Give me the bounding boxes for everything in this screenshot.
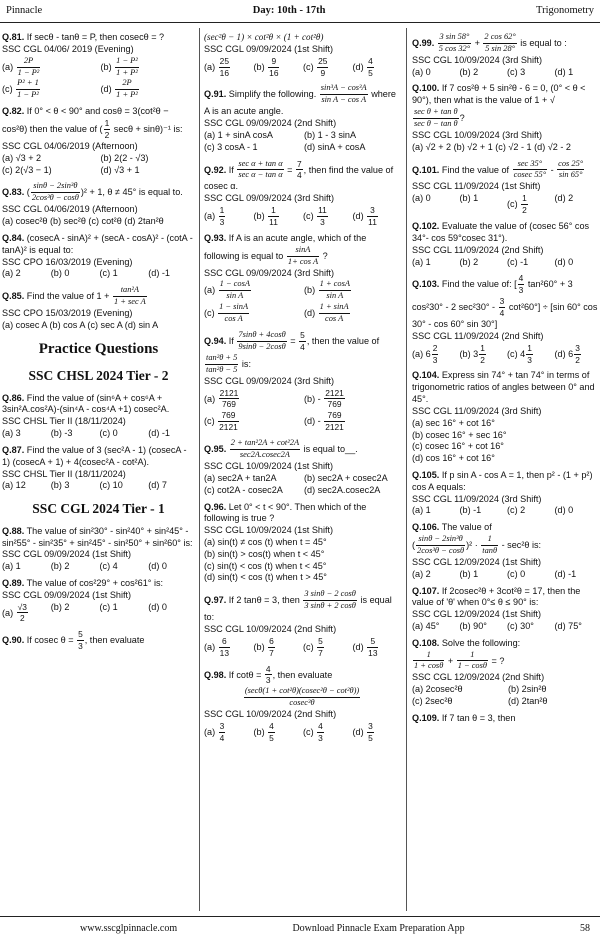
option-a: (a) 2 xyxy=(412,568,431,579)
question-number: Q.99. xyxy=(412,37,435,48)
options xyxy=(2,480,195,492)
option-c: (c) 1 xyxy=(99,601,118,612)
question-number: Q.83. xyxy=(2,187,25,198)
question-source: SSC CPO 16/03/2019 (Evening) xyxy=(2,256,133,267)
options xyxy=(204,205,400,228)
question-number: Q.81. xyxy=(2,32,25,42)
question-text: If 7 cos²θ + 5 sin²θ - 6 = 0, (0° < θ < 90°), then what is the value of 1 + xyxy=(412,83,586,106)
option-b: (b) 1 xyxy=(459,193,479,204)
question-source: SSC CGL 09/09/2024 (1st Shift) xyxy=(204,43,334,54)
question-source: SSC CGL 09/09/2024 (3rd Shift) xyxy=(204,193,335,204)
question-number: Q.84. xyxy=(2,232,25,243)
option-c: (c) 10 xyxy=(99,480,123,491)
question-text: (cosecA - sinA)² + (secA - cosA)² - (cotA - tanA)² is equal to: xyxy=(2,232,193,255)
question-number: Q.105. xyxy=(412,469,440,480)
option-a: (a) $\frac{25}{16}$ xyxy=(204,55,229,78)
options xyxy=(2,428,195,440)
question-98: Q.98. If cotθ = $\frac{4}{3}$ , then evaluate $\frac{\text{(secθ(1 + cot²θ)(cosec²θ − cot²θ))}}{\text{cosec³θ}}$ SSC CGL 10/09/2024 (2nd Shift) (a) $\frac{3}{4}$ (b) $\frac{4}{5}$ (c) $\frac{4}{3}$ (d) $\frac{3}{5}$ xyxy=(204,664,400,744)
option-a: (a) $\frac{6}{13}$ xyxy=(204,635,229,658)
option-d: (d) $\frac{2P}{\text{1 + P²}}$ xyxy=(100,78,138,100)
question-103: Q.103. Find the value of: [ $\frac{4}{3}$ tan²60° + 3 cos²30° - 2 sec²30° - $\frac{3}{4}$ cot²60°] ÷ [sin 60° cos 30° - cos 60° sin 30°] SSC CGL 11/09/2024 (2nd Shift) (a) 6 $\frac{2}{3}$ (b) 3 $\frac{1}{2}$ (c) 4 $\frac{1}{3}$ (d) 6 $\frac{3}{2}$ xyxy=(412,273,600,365)
option-c: (c) cosec 16° + cot 16° xyxy=(412,441,504,452)
question-text: If 2cosec²θ + 3cot²θ = 17, then the value of 'θ' when 0°≤ θ ≤ 90° is: xyxy=(412,585,581,608)
option-b: (b) 2sin²θ xyxy=(508,684,547,695)
section-title-cgl: SSC CGL 2024 Tier - 1 xyxy=(32,501,165,517)
option-c: (c) -1 xyxy=(507,256,529,267)
options xyxy=(204,130,400,154)
question-number: Q.93. xyxy=(204,232,227,243)
option-c: (c) 3 cosA - 1 xyxy=(204,141,258,152)
question-source: SSC CGL 10/09/2024 (1st Shift) xyxy=(204,525,334,536)
question-text-cont: secθ + sinθ)⁻¹ is: xyxy=(113,123,183,134)
question-101: Q.101. Find the value of $\frac{\sec 35^\circ}{cosec 55^\circ}$ - $\frac{\cos 25^\circ}{\sin 65^\circ}$ SSC CGL 11/09/2024 (1st Shift) (a) 0 (b) 1 (c) $\frac{1}{2}$ (d) 2 xyxy=(412,159,600,217)
question-text: If p sin A - cos A = 1, then p² - (1 + p²) cos A equals: xyxy=(412,469,593,492)
question-source: SSC CGL 09/09/2024 (1st Shift) xyxy=(2,589,132,600)
options: (a) √2 + 2 (b) √2 + 1 (c) √2 - 1 (d) √2 - 2 xyxy=(412,141,571,152)
option-d: (d) 75° xyxy=(554,620,582,631)
question-text: Find the value of: [ xyxy=(441,279,517,290)
question-text: The value of cos²29° + cos²61° is: xyxy=(26,577,164,588)
option-a: (a) 3 xyxy=(2,428,21,439)
question-source: SSC CGL 11/09/2024 (3rd Shift) xyxy=(412,405,542,416)
options xyxy=(412,505,600,517)
question-number: Q.82. xyxy=(2,106,25,117)
option-d: (d) 0 xyxy=(148,561,167,572)
option-d: (d) 0 xyxy=(554,256,574,267)
question-text: If cosec θ = xyxy=(26,635,74,646)
question-number: Q.96. xyxy=(204,501,227,512)
question-number: Q.97. xyxy=(204,595,227,606)
question-text: Find the value of 1 + xyxy=(26,290,110,301)
question-text: )² + 1, θ ≠ 45° is equal to. xyxy=(80,187,183,198)
option-c: (c) $\frac{1}{2}$ xyxy=(507,193,527,216)
section-title-chsl: SSC CHSL 2024 Tier - 2 xyxy=(28,368,169,384)
question-90: Q.90. If cosec θ = $\frac{5}{3}$ , then evaluate xyxy=(2,629,145,652)
column-2 xyxy=(204,32,400,913)
options xyxy=(204,721,400,744)
options xyxy=(412,569,600,581)
option-c: (c) 2sec²θ xyxy=(412,696,453,707)
question-107 xyxy=(412,586,600,633)
options xyxy=(2,153,195,177)
question-number: Q.86. xyxy=(2,392,25,403)
question-81 xyxy=(2,32,195,101)
option-d: (d) $\frac{3}{5}$ xyxy=(352,721,373,743)
question-text: The value of sin²30° - sin²40° + sin²45° - sin²55° - sin²35° + sin²45° - sin²50° + sin²60° is: xyxy=(2,525,193,548)
option-c: (c) $\frac{1 - \sin A}{\text{cos A}}$ xyxy=(204,302,249,324)
options xyxy=(204,473,400,497)
option-c: (c) 2 xyxy=(507,505,526,516)
column-1 xyxy=(0,32,195,913)
header-day-range: Day: 10th - 17th xyxy=(252,5,326,17)
option-d: (d) $\frac{3}{11}$ xyxy=(352,205,377,227)
question-88 xyxy=(2,526,195,573)
question-87 xyxy=(2,445,195,492)
option-a: (a) $\frac{1 - \cos A}{\text{sin A}}$ xyxy=(204,279,250,301)
question-number: Q.95. xyxy=(204,444,227,455)
question-number: Q.91. xyxy=(204,89,227,100)
question-84 xyxy=(2,233,195,280)
question-text: Express sin 74° + tan 74° in terms of trigonometric ratios of angles between 0° and 45°. xyxy=(412,370,595,405)
question-number: Q.88. xyxy=(2,525,25,536)
question-number: Q.90. xyxy=(2,635,25,646)
option-c: (c) $\frac{11}{3}$ xyxy=(303,205,327,227)
option-b: (b) - $\frac{2121}{769}$ xyxy=(304,387,344,410)
question-source: SSC CGL 12/09/2024 (1st Shift) xyxy=(412,609,542,620)
question-text: , then the value of xyxy=(306,335,380,346)
question-number: Q.109. xyxy=(412,712,440,723)
question-text: If 7 tan θ = 3, then xyxy=(441,712,516,723)
option-d: (d) - $\frac{769}{2121}$ xyxy=(304,410,344,433)
question-source: SSC CGL 12/09/2024 (1st Shift) xyxy=(412,556,542,567)
option-d: (d) sec2A.cosec2A xyxy=(304,484,381,495)
option-b: (b) $\frac{6}{7}$ xyxy=(253,635,274,658)
option-d: (d) sinA + cosA xyxy=(304,141,366,152)
question-text: is equal to : xyxy=(520,37,567,48)
option-d: (d) 1 xyxy=(554,66,574,77)
options xyxy=(412,418,600,465)
option-a: (a) sec2A + tan2A xyxy=(204,472,277,483)
question-108: Q.108. Solve the following: $\frac{1}{1 + \cos\theta}$ + $\frac{1}{1 - \cos\theta}$ = ? SSC CGL 12/09/2024 (2nd Shift) (a) 2cosec²θ (b) 2sin²θ (c) 2sec²θ (d) 2tan²θ xyxy=(412,638,600,708)
option-b: (b) 2 xyxy=(50,601,70,612)
question-number: Q.107. xyxy=(412,585,440,596)
option-a: (a) 45° xyxy=(412,620,440,631)
question-text: If secθ - tanθ = P, then cosecθ = ? xyxy=(26,32,165,42)
question-text: If 0° < θ < 90° and cosθ = 3(cot²θ − cos²θ) then the value of ( xyxy=(2,106,169,134)
question-99: Q.99. $\frac{3 \sin 58^\circ}{5 \cos 32^\circ}$ + $\frac{2 \cos 62^\circ}{5 \sin 28^\circ}$ is equal to : SSC CGL 10/09/2024 (3rd Shift) (a) 0 (b) 2 (c) 3 (d) 1 xyxy=(412,32,600,78)
option-d: (d) -1 xyxy=(554,568,577,579)
option-b: (b) 2 xyxy=(459,256,479,267)
option-c: (c) 1 xyxy=(99,268,118,279)
question-92: Q.92. If $\frac{\text{sec α + tan α}}{\text{sec α − tan α}}$ = $\frac{7}{4}$ , then find the value of cosec α. SSC CGL 09/09/2024 (3rd Shift) (a) $\frac{1}{3}$ (b) $\frac{1}{11}$ (c) $\frac{11}{3}$ (d) $\frac{3}{11}$ xyxy=(204,159,400,228)
question-text: The value of xyxy=(441,522,492,533)
option-a: (a) 1 xyxy=(2,561,21,572)
question-source: SSC CHSL Tier II (18/11/2024) xyxy=(2,468,126,479)
option-c: (c) $\frac{25}{9}$ xyxy=(303,55,328,78)
options xyxy=(204,537,400,584)
options xyxy=(2,602,195,625)
question-104 xyxy=(412,370,600,465)
footer-app-promo: Download Pinnacle Exam Preparation App xyxy=(292,922,465,934)
options xyxy=(412,67,600,79)
option-c: (c) $\frac{5}{7}$ xyxy=(303,635,323,658)
question-85: Q.85. Find the value of 1 + $\frac{\text{tan²A}}{\text{1 + sec A}}$ SSC CPO 15/03/2019 (Evening) (a) cosec A (b) cos A (c) sec A (d) sin A xyxy=(2,285,195,331)
question-source: SSC CGL 04/06/2019 (Afternoon) xyxy=(2,204,138,215)
option-d: (d) $\frac{1 + \sin A}{\text{cos A}}$ xyxy=(304,302,349,324)
question-text: Find the value of (sin⁶A + cos⁶A + 3sin²A.cos²A)-(sin⁴A - cos⁴A +1) cosec²A. xyxy=(2,392,170,415)
option-a: (a) $\frac{3}{4}$ xyxy=(204,721,225,743)
question-106: Q.106. The value of ( $\frac{\text{sinθ − 2sin³θ}}{\text{2cos³θ − cosθ}}$ )² · $\frac{1}{\tan\theta}$ - sec²θ is: SSC CGL 12/09/2024 (1st Shift) (a) 2 (b) 1 (c) 0 (d) -1 xyxy=(412,522,600,580)
options xyxy=(412,193,600,216)
option-a: (a) 1 xyxy=(412,505,431,516)
option-d: (d) 6 $\frac{3}{2}$ xyxy=(554,342,580,365)
question-100: Q.100. If 7 cos²θ + 5 sin²θ - 6 = 0, (0° < θ < 90°), then what is the value of 1 + √ $\frac{\text{sec θ + tan θ}}{\text{sec θ − tan θ}}$ ? SSC CGL 10/09/2024 (3rd Shift) (a) √2 + 2 (b) √2 + 1 (c) √2 - 1 (d) √2 - 2 xyxy=(412,83,600,153)
option-b: (b) 90° xyxy=(459,620,487,631)
question-86 xyxy=(2,393,195,440)
option-b: (b) 3 xyxy=(50,480,70,491)
options xyxy=(2,56,195,102)
option-b: (b) 1 xyxy=(459,568,479,579)
option-a: (a) sin(t) ≠ cos (t) when t = 45° xyxy=(204,536,327,547)
question-text: Find the value of xyxy=(441,164,510,175)
question-93: Q.93. If A is an acute angle, which of the following is equal to $\frac{\sin A}{\text{1+ cos A}}$ ? SSC CGL 09/09/2024 (3rd Shift) (a) $\frac{1 - \cos A}{\text{sin A}}$ (b) $\frac{1 + \cos A}{\text{sin A}}$ (c) $\frac{1 - \sin A}{\text{cos A}}$ (d) $\frac{1 + \sin A}{\text{cos A}}$ xyxy=(204,233,400,325)
question-text: Solve the following: xyxy=(441,637,521,648)
option-c: (c) cot2A - cosec2A xyxy=(204,484,283,495)
option-a: (a) $\frac{1}{3}$ xyxy=(204,205,225,227)
question-source: SSC CGL 11/09/2024 (3rd Shift) xyxy=(412,493,542,504)
option-a: (a) $\frac{√3}{2}$ xyxy=(2,601,27,624)
option-c: (c) $\frac{769}{2121}$ xyxy=(204,410,238,433)
question-109 xyxy=(412,713,600,725)
question-text: Evaluate the value of (cosec 56° cos 34°- cos 59°cosec 31°). xyxy=(412,221,590,243)
option-c: (c) 30° xyxy=(507,620,534,631)
column-divider-2 xyxy=(406,28,407,911)
option-b: (b) $\frac{1}{11}$ xyxy=(253,205,278,227)
question-text: If A is an acute angle, which of the following is equal to xyxy=(204,232,367,261)
option-b: (b) $\frac{9}{16}$ xyxy=(253,55,279,78)
option-c: (c) $\frac{\text{P² + 1}}{\text{1 − P²}}$ xyxy=(2,78,39,100)
question-number: Q.92. xyxy=(204,164,227,175)
question-number: Q.104. xyxy=(412,370,440,381)
header-brand: Pinnacle xyxy=(6,5,43,17)
question-source: SSC CGL 10/09/2024 (2nd Shift) xyxy=(204,709,337,720)
option-a: (a) $\frac{2121}{769}$ xyxy=(204,387,239,410)
question-text: Find the value of 3 (sec²A - 1) (cosecA - 1) (cosecA + 1) + 4(cosec²A - cot²A). xyxy=(2,444,187,467)
option-c: (c) sin(t) < cos (t) when t < 45° xyxy=(204,560,327,571)
option-c: (c) 4 $\frac{1}{3}$ xyxy=(507,342,532,365)
page-footer xyxy=(0,916,600,939)
option-b: (b) $\frac{1 + \cos A}{\text{sin A}}$ xyxy=(304,279,350,301)
option-c: (c) 3 xyxy=(507,66,526,77)
option-d: (d) 2 xyxy=(554,193,574,204)
question-source: SSC CGL 09/09/2024 (3rd Shift) xyxy=(204,267,335,278)
question-text: If 2 tanθ = 3, then xyxy=(228,595,300,606)
question-number: Q.89. xyxy=(2,577,25,588)
question-source: SSC CGL 11/09/2024 (1st Shift) xyxy=(412,181,541,192)
question-source: SSC CPO 15/03/2019 (Evening) xyxy=(2,307,133,318)
options xyxy=(412,257,600,269)
option-d: (d) -1 xyxy=(148,268,170,279)
question-number: Q.102. xyxy=(412,221,440,232)
question-83: Q.83. ( $\frac{\text{sinθ − 2sin³θ}}{\text{2cos³θ − cosθ}}$ )² + 1, θ ≠ 45° is equal to. SSC CGL 04/06/2019 (Afternoon) (a) cosec²θ (b) sec²θ (c) cot²θ (d) 2tan²θ xyxy=(2,181,195,227)
question-89 xyxy=(2,578,195,624)
option-d: (d) √3 + 1 xyxy=(100,164,140,175)
option-a: (a) 6 $\frac{2}{3}$ xyxy=(412,342,438,365)
option-d: (d) sin(t) < cos (t) when t > 45° xyxy=(204,572,327,583)
option-a: (a) 0 xyxy=(412,66,431,77)
option-d: (d) 2tan²θ xyxy=(508,696,548,707)
question-text: (sec²θ − 1) × cot²θ × (1 + cot²θ) xyxy=(204,32,324,42)
question-source: SSC CGL 10/09/2024 (1st Shift) xyxy=(204,461,334,472)
option-d: (d) 7 xyxy=(148,480,167,491)
option-b: (b) $\frac{4}{5}$ xyxy=(253,721,274,743)
options xyxy=(2,268,195,280)
option-a: (a) 0 xyxy=(412,193,431,204)
option-b: (b) 3 $\frac{1}{2}$ xyxy=(459,342,485,365)
question-source: SSC CGL 04/06/ 2019 (Evening) xyxy=(2,43,134,54)
option-d: (d) $\frac{4}{5}$ xyxy=(352,55,373,78)
option-b: (b) sin(t) > cos(t) when t < 45° xyxy=(204,548,325,559)
option-b: (b) 2(2 - √3) xyxy=(100,152,149,163)
option-b: (b) $\frac{\text{1 − P²}}{\text{1 + P²}}$ xyxy=(100,55,138,77)
question-number: Q.100. xyxy=(412,83,440,94)
option-c: (c) 0 xyxy=(99,428,118,439)
question-number: Q.85. xyxy=(2,290,25,301)
header-topic: Trigonometry xyxy=(536,5,594,17)
question-text: If cotθ = xyxy=(228,669,262,680)
question-105 xyxy=(412,470,600,517)
question-90-continued xyxy=(204,32,400,78)
option-d: (d) 0 xyxy=(554,505,574,516)
question-number: Q.94. xyxy=(204,335,227,346)
options xyxy=(204,279,400,325)
question-102 xyxy=(412,221,600,268)
question-source: SSC CGL 11/09/2024 (2nd Shift) xyxy=(412,244,544,255)
option-a: (a) 2 xyxy=(2,268,21,279)
question-number: Q.87. xyxy=(2,444,25,455)
question-96 xyxy=(204,502,400,585)
question-source: SSC CGL 10/09/2024 (2nd Shift) xyxy=(204,623,337,634)
option-c: (c) 4 xyxy=(99,561,118,572)
question-text: Let 0° < t < 90°. Then which of the following is true ? xyxy=(204,501,367,524)
option-b: (b) sec2A + cosec2A xyxy=(304,472,388,483)
options xyxy=(2,561,195,573)
question-source: SSC CHSL Tier II (18/11/2024) xyxy=(2,416,126,427)
option-b: (b) 2 xyxy=(459,66,479,77)
option-a: (a) 1 + sinA cosA xyxy=(204,129,273,140)
option-b: (b) cosec 16° + sec 16° xyxy=(412,429,507,440)
options xyxy=(412,343,600,366)
question-91: Q.91. Simplify the following. $\frac{\text{sin³A − cos³A}}{\text{sin A − cos A}}$ where A is an acute angle. SSC CGL 09/09/2024 (2nd Shift) (a) 1 + sinA cosA (b) 1 - 3 sinA (c) 3 cosA - 1 (d) sinA + cosA xyxy=(204,83,400,153)
question-source: SSC CGL 09/09/2024 (2nd Shift) xyxy=(204,118,337,129)
question-text: is equal to__. xyxy=(303,444,358,455)
question-text: Simplify the following. xyxy=(228,89,317,100)
question-source: SSC CGL 10/09/2024 (3rd Shift) xyxy=(412,129,543,140)
option-a: (a) 12 xyxy=(2,480,26,491)
option-a: (a) sec 16° + cot 16° xyxy=(412,417,495,428)
option-b: (b) 2 xyxy=(50,561,70,572)
options xyxy=(204,388,400,434)
question-source: SSC CGL 10/09/2024 (3rd Shift) xyxy=(412,54,543,65)
option-a: (a) 1 xyxy=(412,256,431,267)
option-c: (c) $\frac{4}{3}$ xyxy=(303,721,323,743)
question-source: SSC CGL 12/09/2024 (2nd Shift) xyxy=(412,672,545,683)
option-c: (c) 2(√3 − 1) xyxy=(2,164,52,175)
question-source: SSC CGL 04/06/2019 (Afternoon) xyxy=(2,140,138,151)
option-a: (a) $\frac{2P}{\text{1 − P²}}$ xyxy=(2,55,40,77)
question-source: SSC CGL 09/09/2024 (3rd Shift) xyxy=(204,375,335,386)
option-d: (d) -1 xyxy=(148,428,170,439)
question-number: Q.101. xyxy=(412,164,440,175)
options xyxy=(412,621,600,633)
column-3 xyxy=(412,32,600,913)
options xyxy=(204,56,400,79)
option-b: (b) -3 xyxy=(50,428,73,439)
option-b: (b) 1 - 3 sinA xyxy=(304,129,357,140)
question-number: Q.98. xyxy=(204,669,227,680)
question-number: Q.108. xyxy=(412,637,440,648)
option-d: (d) cos 16° + cot 16° xyxy=(412,453,495,464)
question-97: Q.97. If 2 tanθ = 3, then $\frac{3 \sin\theta - 2 \cos\theta}{3 \sin\theta + 2 \cos\theta}$ is equal to: SSC CGL 10/09/2024 (2nd Shift) (a) $\frac{6}{13}$ (b) $\frac{6}{7}$ (c) $\frac{5}{7}$ (d) $\frac{5}{13}$ xyxy=(204,589,400,658)
option-a: (a) √3 + 2 xyxy=(2,152,42,163)
question-text: , then find the value of cosec α. xyxy=(204,164,394,192)
question-95: Q.95. $\frac{\text{2 + tan²2A + cot²2A}}{\sec 2A.cosec2A}$ is equal to__. SSC CGL 10/09/2024 (1st Shift) (a) sec2A + tan2A (b) sec2A + cosec2A (c) cot2A - cosec2A (d) sec2A.cosec2A xyxy=(204,438,400,496)
option-a: (a) 2cosec²θ xyxy=(412,684,463,695)
options xyxy=(412,684,600,708)
question-number: Q.106. xyxy=(412,522,440,533)
question-source: SSC CGL 09/09/2024 (1st Shift) xyxy=(2,549,132,560)
option-d: (d) $\frac{5}{13}$ xyxy=(352,635,378,658)
options xyxy=(204,636,400,659)
question-94: Q.94. If $\frac{7\sin\theta + 4\cos\theta}{9\sin\theta - 2\cos\theta}$ = $\frac{5}{4}$ , then the value of $\frac{\text{tan²θ + 5}}{\text{tan²θ − 5}}$ is: SSC CGL 09/09/2024 (3rd Shift) (a) $\frac{2121}{769}$ (b) - $\frac{2121}{769}$ (c) $\frac{769}{2121}$ (d) - $\frac{769}{2121}$ xyxy=(204,330,400,433)
option-d: (d) 0 xyxy=(148,601,167,612)
page-header xyxy=(0,0,600,23)
section-title-practice: Practice Questions xyxy=(38,340,159,357)
option-b: (b) 0 xyxy=(50,268,70,279)
option-b: (b) -1 xyxy=(459,505,482,516)
question-82: Q.82. If 0° < θ < 90° and cosθ = 3(cot²θ − cos²θ) then the value of ( $\frac{1}{2}$ secθ + sinθ)⁻¹ is: SSC CGL 04/06/2019 (Afternoon) (a) √3 + 2 (b) 2(2 - √3) (c) 2(√3 − 1) (d) √3 + 1 xyxy=(2,106,195,176)
option-c: (c) 0 xyxy=(507,568,526,579)
footer-website-link[interactable]: www.sscglpinnacle.com xyxy=(80,922,178,934)
question-number: Q.103. xyxy=(412,279,440,290)
question-source: SSC CGL 11/09/2024 (2nd Shift) xyxy=(412,330,544,341)
column-divider-1 xyxy=(199,28,200,911)
options: (a) cosec²θ (b) sec²θ (c) cot²θ (d) 2tan²θ xyxy=(2,216,164,227)
options: (a) cosec A (b) cos A (c) sec A (d) sin A xyxy=(2,319,159,330)
page-number: 58 xyxy=(579,922,590,934)
